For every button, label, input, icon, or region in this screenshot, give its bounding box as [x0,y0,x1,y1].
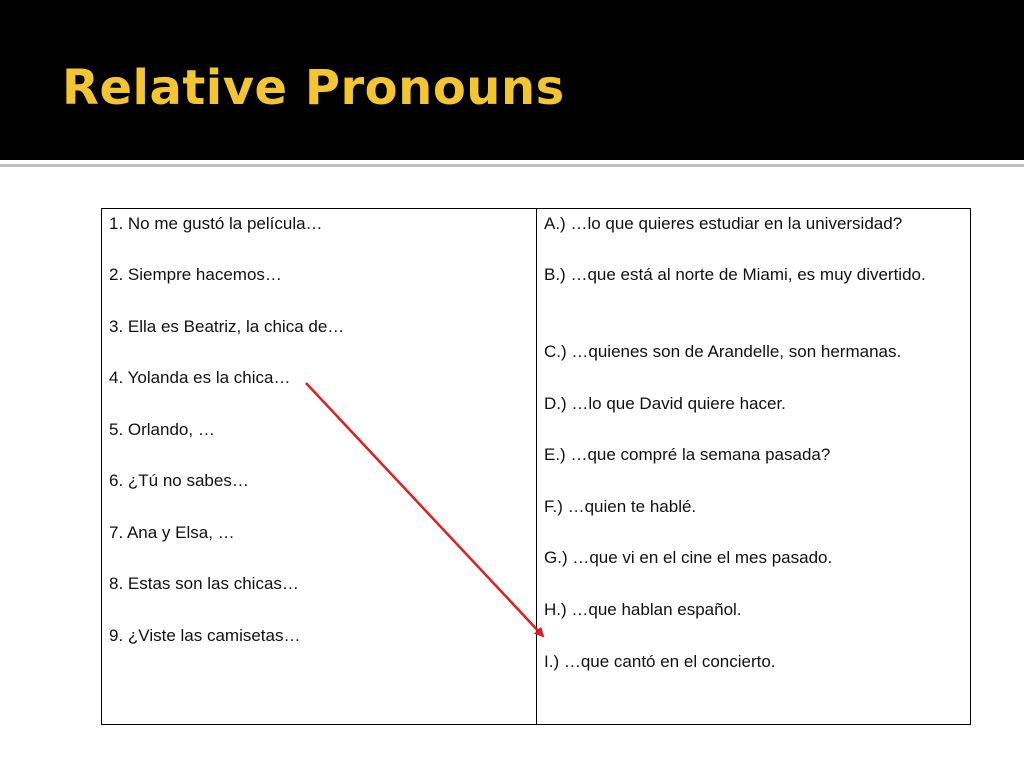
slide-title: Relative Pronouns [62,60,565,116]
right-item-e: E.) …que compré la semana pasada? [544,445,831,464]
left-item-3: 3. Ella es Beatriz, la chica de… [109,317,345,336]
left-item-1: 1. No me gustó la película… [109,214,323,233]
left-item-2: 2. Siempre hacemos… [109,265,282,284]
right-item-h: H.) …que hablan español. [544,600,742,619]
left-item-8: 8. Estas son las chicas… [109,574,299,593]
right-column [537,209,970,724]
left-item-9: 9. ¿Viste las camisetas… [109,626,301,645]
right-item-b: B.) …que está al norte de Miami, es muy divertido. [544,265,926,284]
matching-table [101,208,971,725]
right-item-a: A.) …lo que quieres estudiar en la universidad? [544,214,903,233]
right-item-f: F.) …quien te hablé. [544,497,697,516]
right-item-g: G.) …que vi en el cine el mes pasado. [544,548,833,567]
title-bar [0,0,1024,160]
right-item-d: D.) …lo que David quiere hacer. [544,394,786,413]
divider-rule [0,164,1024,167]
right-item-i: I.) …que cantó en el concierto. [544,652,776,671]
left-item-7: 7. Ana y Elsa, … [109,523,235,542]
left-item-5: 5. Orlando, … [109,420,215,439]
left-item-6: 6. ¿Tú no sabes… [109,471,249,490]
left-column [102,209,537,724]
left-item-4: 4. Yolanda es la chica… [109,368,291,387]
right-item-c: C.) …quienes son de Arandelle, son hermanas. [544,342,902,361]
